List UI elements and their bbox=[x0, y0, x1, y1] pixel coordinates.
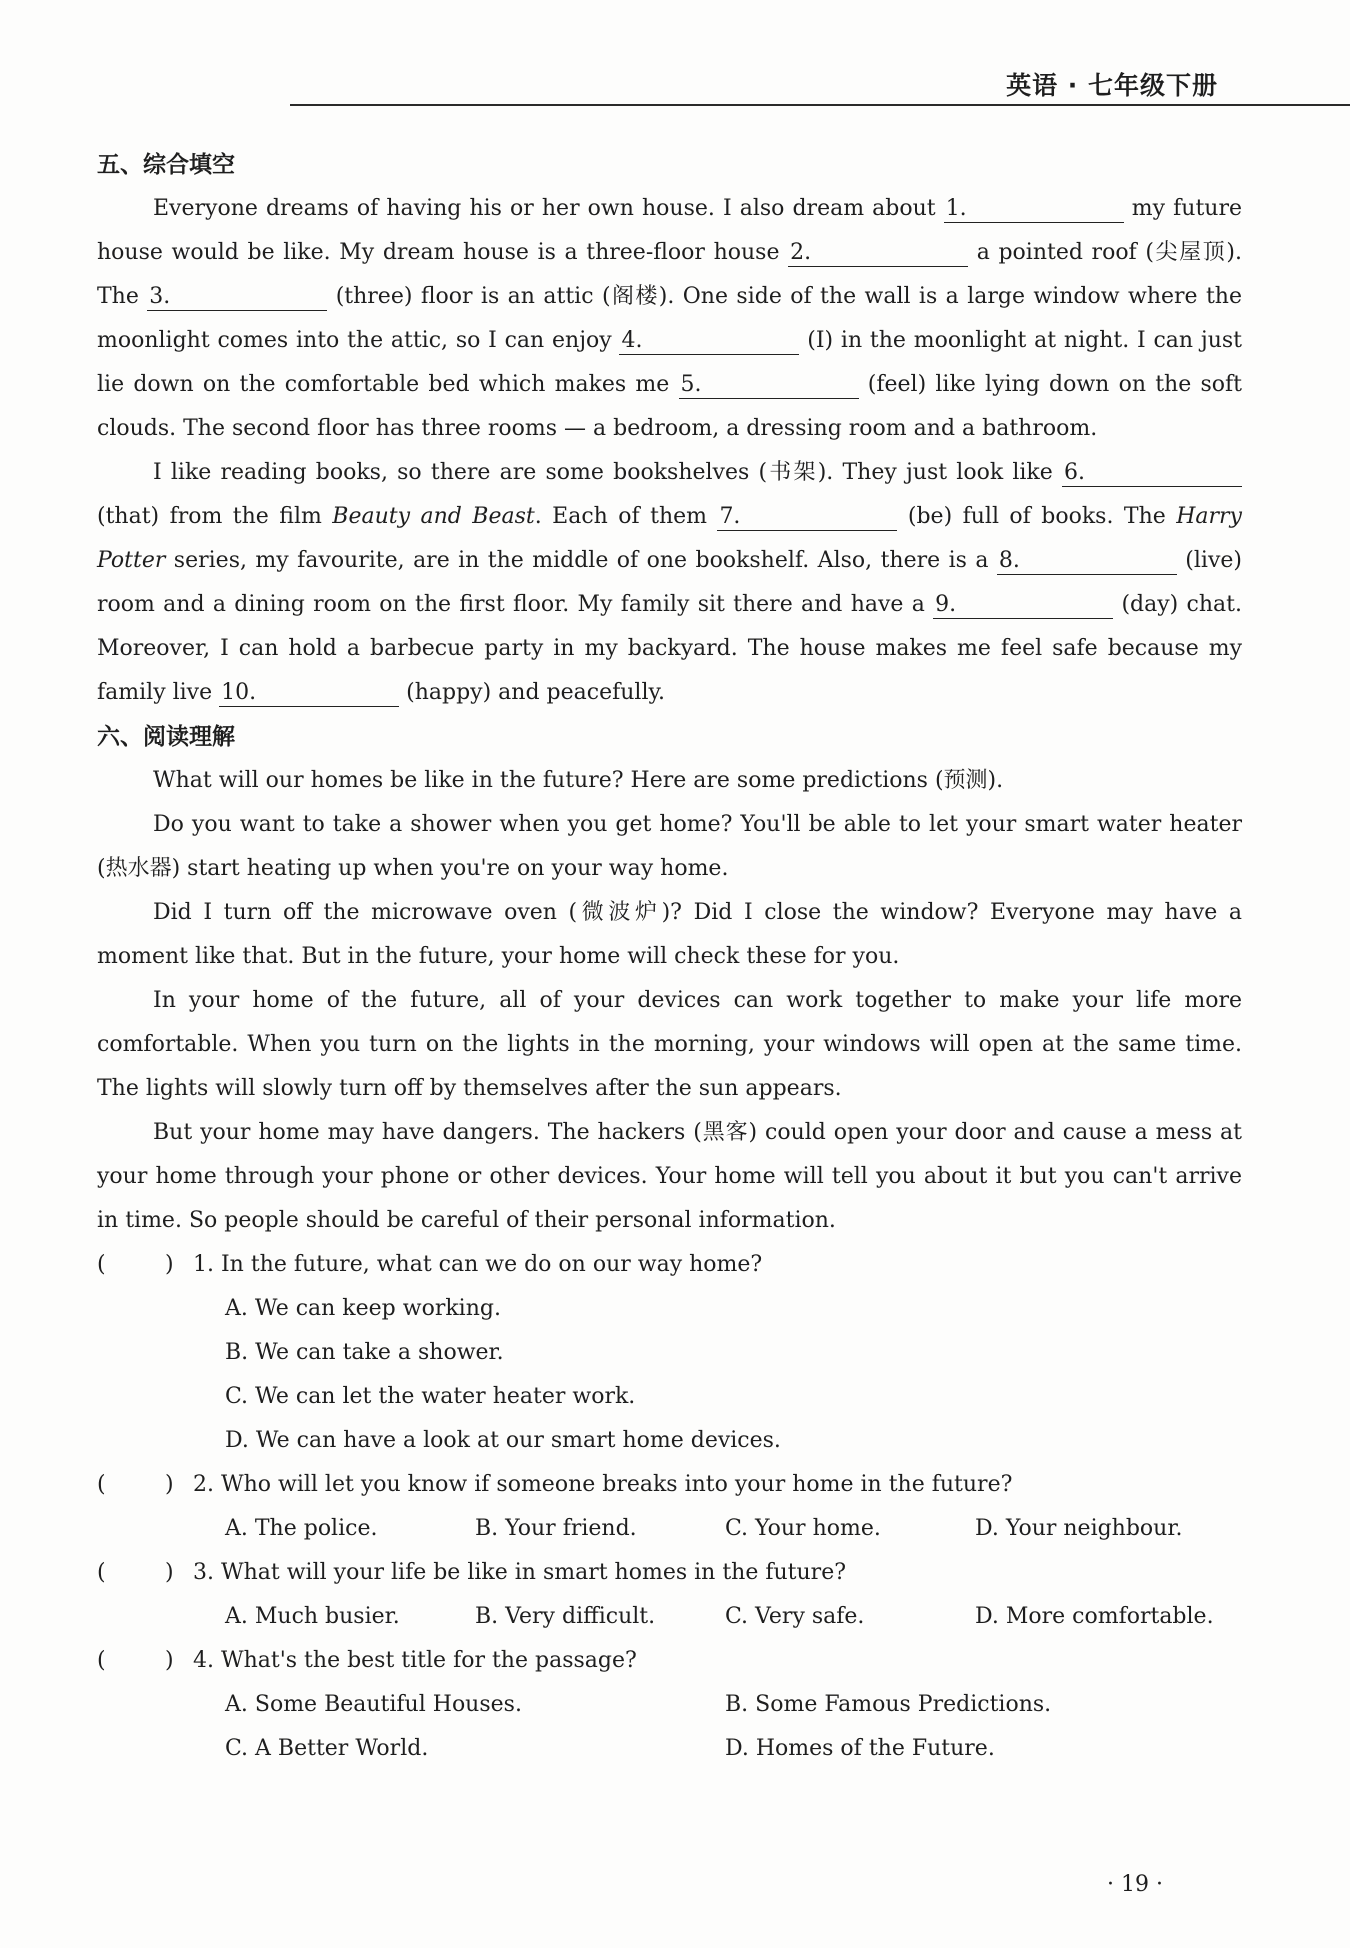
text-run: . Each of them bbox=[534, 504, 718, 529]
option-d[interactable]: D. Homes of the Future. bbox=[725, 1736, 995, 1761]
option-row bbox=[97, 1419, 1242, 1463]
blank-4[interactable] bbox=[619, 328, 799, 355]
option-row bbox=[97, 1331, 1242, 1375]
content bbox=[97, 143, 1242, 1771]
question-list bbox=[97, 1243, 1242, 1771]
blank-10[interactable] bbox=[219, 680, 399, 707]
option-row bbox=[97, 1507, 1242, 1551]
blank-8[interactable] bbox=[997, 548, 1177, 575]
text-run: (I) in the moonlight at night. I can just lie down on the comfortable bed which makes me bbox=[97, 328, 1242, 397]
blank-3[interactable] bbox=[147, 284, 327, 311]
answer-paren-right: ) bbox=[165, 1472, 174, 1497]
book-title: 英语 · 七年级下册 bbox=[1006, 71, 1218, 100]
option-b[interactable]: B. Very difficult. bbox=[475, 1604, 656, 1629]
question-text: 1. In the future, what can we do on our way home? bbox=[193, 1252, 763, 1277]
page-number: · 19 · bbox=[1107, 1872, 1163, 1897]
answer-paren-right: ) bbox=[165, 1252, 174, 1277]
text-run: (feel) like lying down on the soft clouds. The second floor has three rooms — a bedroom, a dressing room and a bathroom. bbox=[97, 372, 1242, 441]
blank-number: 1. bbox=[945, 196, 967, 221]
text-run: series, my favourite, are in the middle of one bookshelf. Also, there is a bbox=[165, 548, 997, 573]
section-heading-cloze: 五、综合填空 bbox=[97, 152, 235, 178]
question-2 bbox=[97, 1463, 1242, 1507]
option-a[interactable]: A. Much busier. bbox=[225, 1604, 400, 1629]
question-text: 3. What will your life be like in smart homes in the future? bbox=[193, 1560, 847, 1585]
option-row bbox=[97, 1727, 1242, 1771]
answer-paren-left[interactable]: ( bbox=[97, 1472, 106, 1497]
section-heading-reading: 六、阅读理解 bbox=[97, 724, 235, 750]
text-run: I like reading books, so there are some bookshelves (书架). They just look like bbox=[153, 460, 1062, 485]
option-a[interactable]: A. Some Beautiful Houses. bbox=[225, 1692, 522, 1717]
answer-paren-left[interactable]: ( bbox=[97, 1560, 106, 1585]
question-text: 2. Who will let you know if someone breaks into your home in the future? bbox=[193, 1472, 1013, 1497]
text-run: (be) full of books. The bbox=[897, 504, 1177, 529]
text-run: (happy) and peacefully. bbox=[399, 680, 665, 705]
option-row bbox=[97, 1683, 1242, 1727]
text-run: (three) floor is an attic (阁楼). One side of the wall is a large window where the moonlight comes into the attic, so I can enjoy bbox=[97, 284, 1242, 353]
blank-number: 10. bbox=[221, 680, 257, 705]
reading-paragraph-3: Did I turn off the microwave oven (微波炉)? Did I close the window? Everyone may have a moment like that. But in the future, your home will check these for you. bbox=[97, 900, 1242, 969]
option-b[interactable]: B. We can take a shower. bbox=[225, 1340, 504, 1365]
option-d[interactable]: D. Your neighbour. bbox=[975, 1516, 1183, 1541]
blank-1[interactable] bbox=[944, 196, 1124, 223]
answer-paren-right: ) bbox=[165, 1648, 174, 1673]
text-run: Everyone dreams of having his or her own house. I also dream about bbox=[153, 196, 944, 221]
option-c[interactable]: C. A Better World. bbox=[225, 1736, 429, 1761]
blank-number: 6. bbox=[1064, 460, 1085, 485]
option-b[interactable]: B. Some Famous Predictions. bbox=[725, 1692, 1052, 1717]
reading-paragraph-1: What will our homes be like in the future? Here are some predictions (预测). bbox=[153, 768, 1004, 793]
option-row bbox=[97, 1595, 1242, 1639]
reading-paragraph-5: But your home may have dangers. The hackers (黑客) could open your door and cause a mess at your home through your phone or other devices. Your home will tell you about it but you can't arrive in time. So people should be careful of their personal information. bbox=[97, 1120, 1242, 1233]
header-divider bbox=[290, 104, 1350, 106]
blank-9[interactable] bbox=[933, 592, 1113, 619]
blank-6[interactable] bbox=[1062, 460, 1242, 487]
reading-paragraph-2: Do you want to take a shower when you get home? You'll be able to let your smart water heater (热水器) start heating up when you're on your way home. bbox=[97, 812, 1242, 881]
cloze-paragraph-2 bbox=[97, 451, 1242, 715]
blank-2[interactable] bbox=[788, 240, 968, 267]
option-a[interactable]: A. We can keep working. bbox=[225, 1296, 501, 1321]
blank-number: 8. bbox=[998, 548, 1020, 573]
text-run: (live) room and a dining room on the first floor. My family sit there and have a bbox=[97, 548, 1242, 617]
blank-5[interactable] bbox=[679, 372, 859, 399]
text-run: (day) chat. Moreover, I can hold a barbecue party in my backyard. The house makes me feel safe because my family live bbox=[97, 592, 1242, 705]
question-3 bbox=[97, 1551, 1242, 1595]
reading-paragraph-4: In your home of the future, all of your devices can work together to make your life more comfortable. When you turn on the lights in the morning, your windows will open at the same time. The lights will slowly turn off by themselves after the sun appears. bbox=[97, 988, 1242, 1101]
text-run: my future house would be like. My dream house is a three-floor house bbox=[97, 196, 1242, 265]
option-d[interactable]: D. We can have a look at our smart home devices. bbox=[225, 1428, 781, 1453]
question-1 bbox=[97, 1243, 1242, 1287]
option-c[interactable]: C. We can let the water heater work. bbox=[225, 1384, 636, 1409]
answer-paren-left[interactable]: ( bbox=[97, 1648, 106, 1673]
cloze-paragraph-1 bbox=[97, 187, 1242, 451]
film-title: Beauty and Beast bbox=[332, 504, 535, 529]
option-c[interactable]: C. Very safe. bbox=[725, 1604, 865, 1629]
blank-number: 9. bbox=[935, 592, 957, 617]
series-title: Harry Potter bbox=[97, 504, 1242, 573]
option-c[interactable]: C. Your home. bbox=[725, 1516, 881, 1541]
answer-paren-left[interactable]: ( bbox=[97, 1252, 106, 1277]
text-run: (that) from the film bbox=[97, 504, 333, 529]
question-text: 4. What's the best title for the passage? bbox=[193, 1648, 637, 1673]
answer-paren-right: ) bbox=[165, 1560, 174, 1585]
blank-number: 3. bbox=[149, 284, 171, 309]
blank-number: 4. bbox=[621, 328, 643, 353]
option-d[interactable]: D. More comfortable. bbox=[975, 1604, 1214, 1629]
text-run: a pointed roof (尖屋顶). The bbox=[97, 240, 1243, 309]
option-row bbox=[97, 1375, 1242, 1419]
option-row bbox=[97, 1287, 1242, 1331]
blank-number: 7. bbox=[719, 504, 741, 529]
blank-number: 2. bbox=[790, 240, 812, 265]
blank-number: 5. bbox=[680, 372, 702, 397]
option-b[interactable]: B. Your friend. bbox=[475, 1516, 637, 1541]
option-a[interactable]: A. The police. bbox=[225, 1516, 378, 1541]
blank-7[interactable] bbox=[717, 504, 897, 531]
question-4 bbox=[97, 1639, 1242, 1683]
